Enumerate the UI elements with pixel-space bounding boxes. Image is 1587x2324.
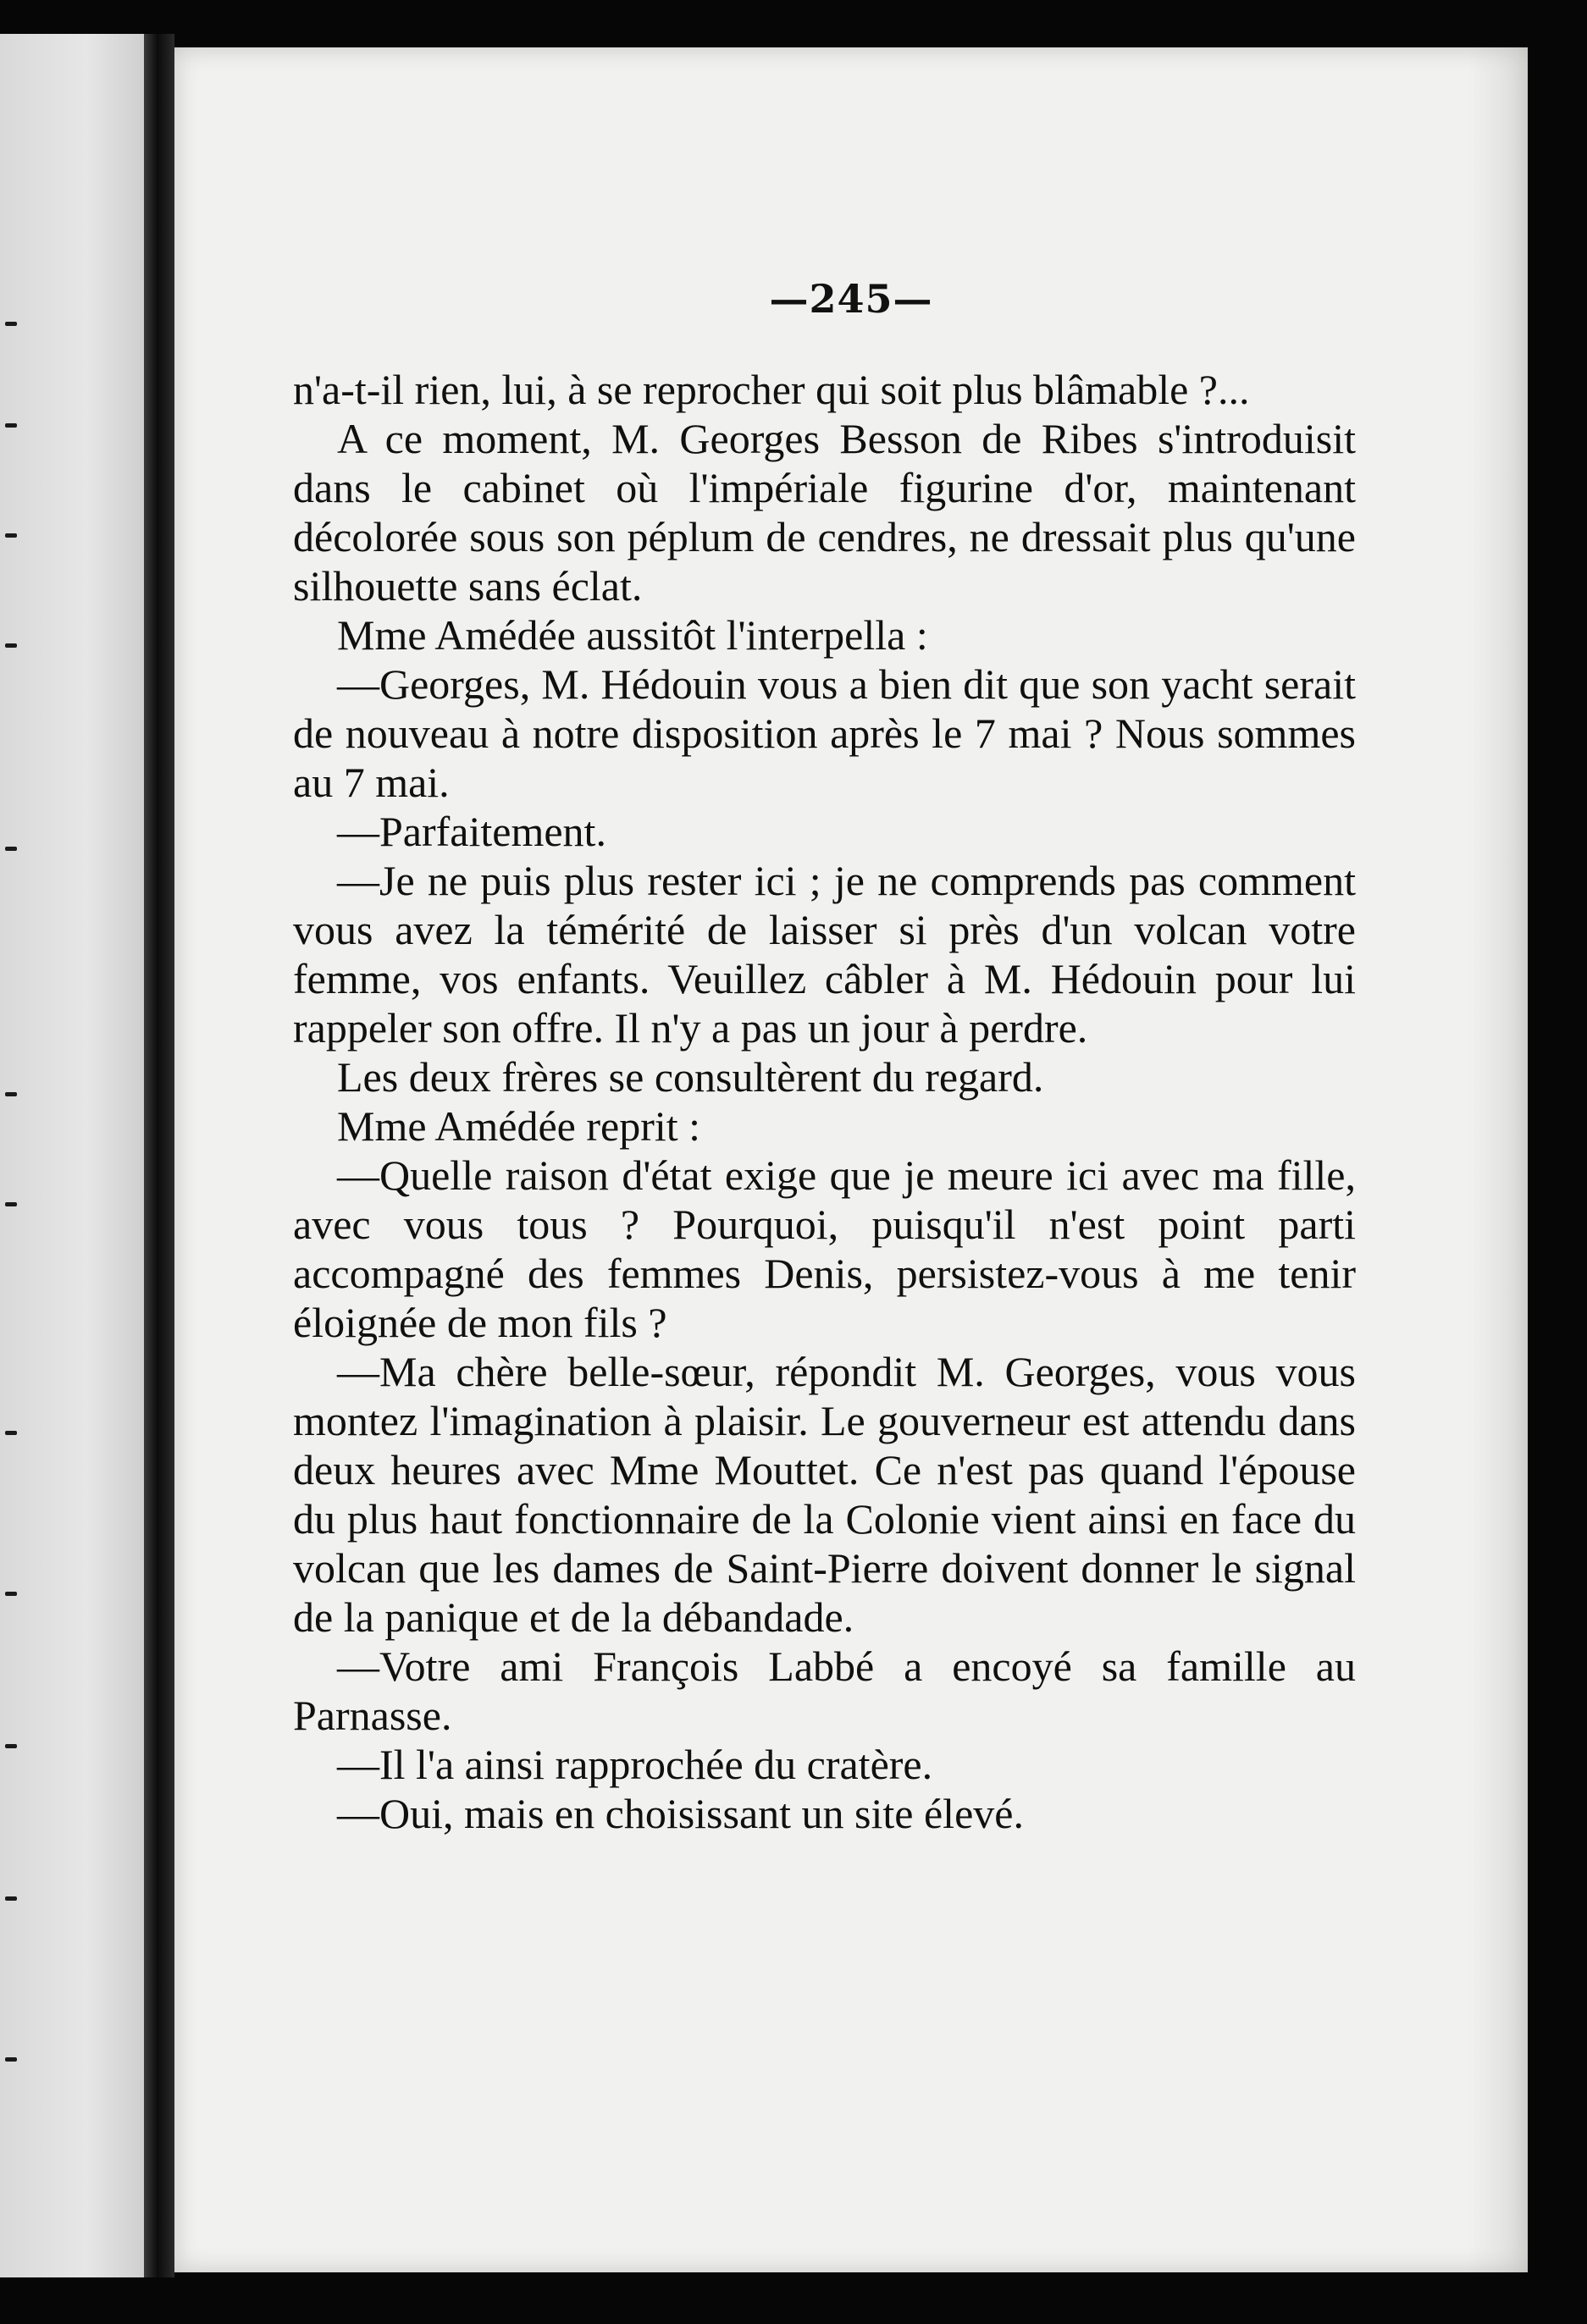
paragraph: A ce moment, M. Georges Besson de Ribes s'introduisit dans le cabinet où l'impériale figurine d'or, maintenant décolorée sous son péplum de cendres, ne dressait plus qu'une silhouette sans éclat. <box>293 415 1356 610</box>
facing-page-mark <box>5 847 17 851</box>
paragraph: —Je ne puis plus rester ici ; je ne comprends pas comment vous avez la témérité de laisser si près d'un volcan votre femme, vos enfants. Veuillez câbler à M. Hédouin pour lui rappeler son offre. Il n'y a pas un jour à perdre. <box>293 857 1356 1052</box>
book-gutter <box>144 34 174 2277</box>
paragraph: Les deux frères se consultèrent du regard. <box>337 1053 1044 1101</box>
paragraph: Mme Amédée aussitôt l'interpella : <box>337 611 928 659</box>
paragraph: —Georges, M. Hédouin vous a bien dit que son yacht serait de nouveau à notre disposition après le 7 mai ? Nous sommes au 7 mai. <box>293 660 1356 806</box>
facing-page-mark <box>5 1202 17 1206</box>
paragraph: —Quelle raison d'état exige que je meure ici avec ma fille, avec vous tous ? Pourquoi, puisqu'il n'est point parti accompagné des femmes Denis, persistez-vous à me tenir éloignée de mon fils ? <box>293 1151 1356 1346</box>
facing-page-mark <box>5 1092 17 1096</box>
paragraph: —Votre ami François Labbé a encoyé sa famille au Parnasse. <box>293 1642 1356 1739</box>
page-edge-shadow <box>1468 47 1528 2272</box>
facing-page-mark <box>5 423 17 428</box>
facing-page-mark <box>5 2057 17 2062</box>
facing-page-mark <box>5 643 17 648</box>
paragraph: —Parfaitement. <box>337 808 606 855</box>
book-page <box>174 47 1528 2272</box>
paragraph: —Oui, mais en choisissant un site élevé. <box>337 1790 1024 1837</box>
facing-page-mark <box>5 322 17 326</box>
page-number: —245— <box>769 276 933 322</box>
facing-page-strip <box>0 34 144 2277</box>
paragraph: —Ma chère belle-sœur, répondit M. Georges, vous vous montez l'imagination à plaisir. Le gouverneur est attendu dans deux heures avec Mme Mouttet. Ce n'est pas quand l'épouse du plus haut fonctionnaire de la Colonie vient ainsi en face du volcan que les dames de Saint-Pierre doivent donner le signal de la panique et de la débandade. <box>293 1348 1356 1641</box>
facing-page-mark <box>5 1896 17 1901</box>
paragraph: n'a-t-il rien, lui, à se reprocher qui soit plus blâmable ?... <box>293 366 1250 413</box>
paragraph: —Il l'a ainsi rapprochée du cratère. <box>337 1741 933 1788</box>
paragraph: Mme Amédée reprit : <box>337 1102 701 1150</box>
facing-page-mark <box>5 1431 17 1435</box>
facing-page-mark <box>5 1744 17 1748</box>
facing-page-mark <box>5 533 17 538</box>
page-text <box>293 365 1356 1838</box>
facing-page-mark <box>5 1592 17 1596</box>
